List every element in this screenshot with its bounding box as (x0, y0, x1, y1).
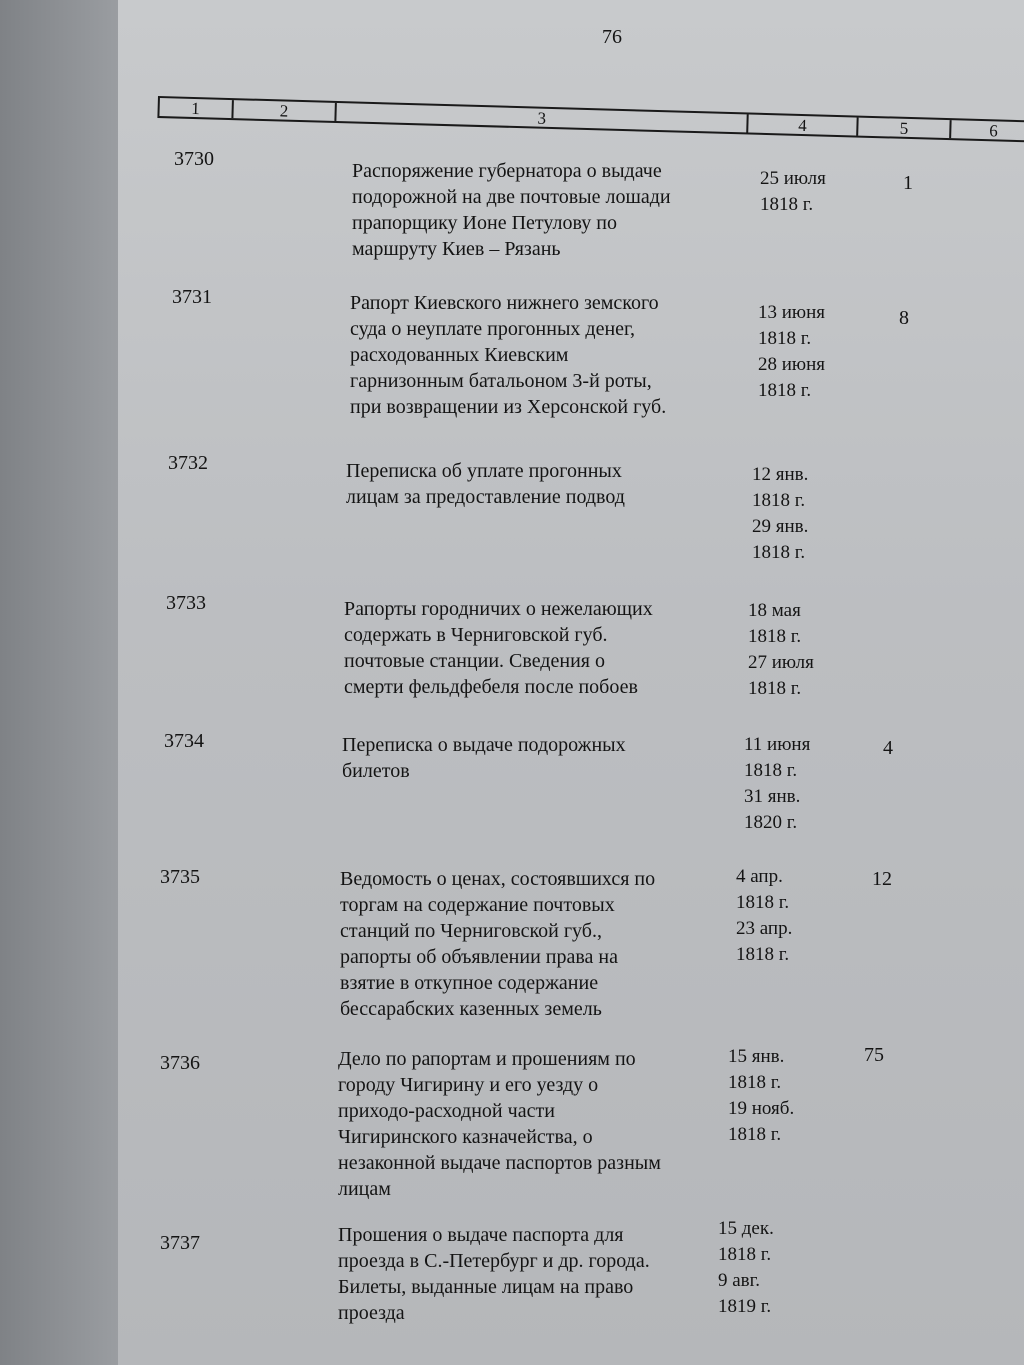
header-col-2: 2 (233, 100, 337, 121)
record-description: Прошения о выдаче паспорта для проезда в С.-Петербург и др. города. Билеты, выданные лицам на право проезда (338, 1224, 650, 1324)
page-number: 76 (602, 26, 622, 48)
record-dates: 4 апр. 1818 г. 23 апр. 1818 г. (736, 866, 793, 965)
record-description: Переписка о выдаче подорожных билетов (342, 734, 626, 782)
header-col-4: 4 (749, 115, 859, 136)
record-dates: 25 июля 1818 г. (760, 168, 826, 215)
record-description: Переписка об уплате прогонных лицам за предоставление подвод (346, 460, 625, 508)
table-header (157, 96, 1024, 165)
record-dates: 13 июня 1818 г. 28 июня 1818 г. (758, 302, 826, 401)
header-col-3: 3 (337, 103, 749, 132)
record-dates: 11 июня 1818 г. 31 янв. 1820 г. (744, 734, 811, 833)
header-col-5: 5 (858, 118, 952, 139)
record-dates: 15 дек. 1818 г. 9 авг. 1819 г. (718, 1218, 774, 1317)
document-page (118, 0, 1024, 1365)
record-dates: 15 янв. 1818 г. 19 нояб. 1818 г. (728, 1046, 795, 1145)
record-count: 12 (872, 868, 892, 890)
record-number: 3736 (160, 1052, 200, 1074)
record-count: 4 (883, 737, 893, 759)
record-number: 3730 (174, 148, 214, 170)
header-col-6: 6 (989, 121, 999, 141)
record-count: 8 (899, 307, 909, 329)
record-number: 3731 (172, 286, 212, 308)
record-number: 3733 (166, 592, 206, 614)
record-number: 3732 (168, 452, 208, 474)
record-dates: 12 янв. 1818 г. 29 янв. 1818 г. (752, 464, 809, 563)
record-description: Рапорты городничих о нежелающих содержать в Черниговской губ. почтовые станции. Сведения о смерти фельдфебеля после побоев (344, 598, 653, 698)
header-col-1: 1 (159, 98, 233, 118)
record-number: 3737 (160, 1232, 200, 1254)
record-dates: 18 мая 1818 г. 27 июля 1818 г. (748, 600, 814, 699)
record-description: Рапорт Киевского нижнего земского суда о неуплате прогонных денег, расходованных Киевским гарнизонным батальоном 3-й роты, при возвращении из Херсонской губ. (350, 292, 667, 418)
record-count: 1 (903, 172, 913, 194)
record-count: 75 (864, 1044, 884, 1066)
record-description: Распоряжение губернатора о выдаче подорожной на две почтовые лошади прапорщику Ионе Петулову по маршруту Киев – Рязань (352, 160, 671, 260)
record-description: Дело по рапортам и прошениям по городу Чигирину и его уезду о приходо-расходной части Чигиринского казначейства, о незаконной выдаче паспортов разным лицам (338, 1048, 661, 1200)
record-number: 3735 (160, 866, 200, 888)
record-description: Ведомость о ценах, состоявшихся по торгам на содержание почтовых станций по Черниговской губ., рапорты об объявлении права на взятие в откупное содержание бессарабских казенных земель (340, 868, 656, 1020)
adjacent-page-edge (0, 0, 118, 1365)
record-number: 3734 (164, 730, 204, 752)
